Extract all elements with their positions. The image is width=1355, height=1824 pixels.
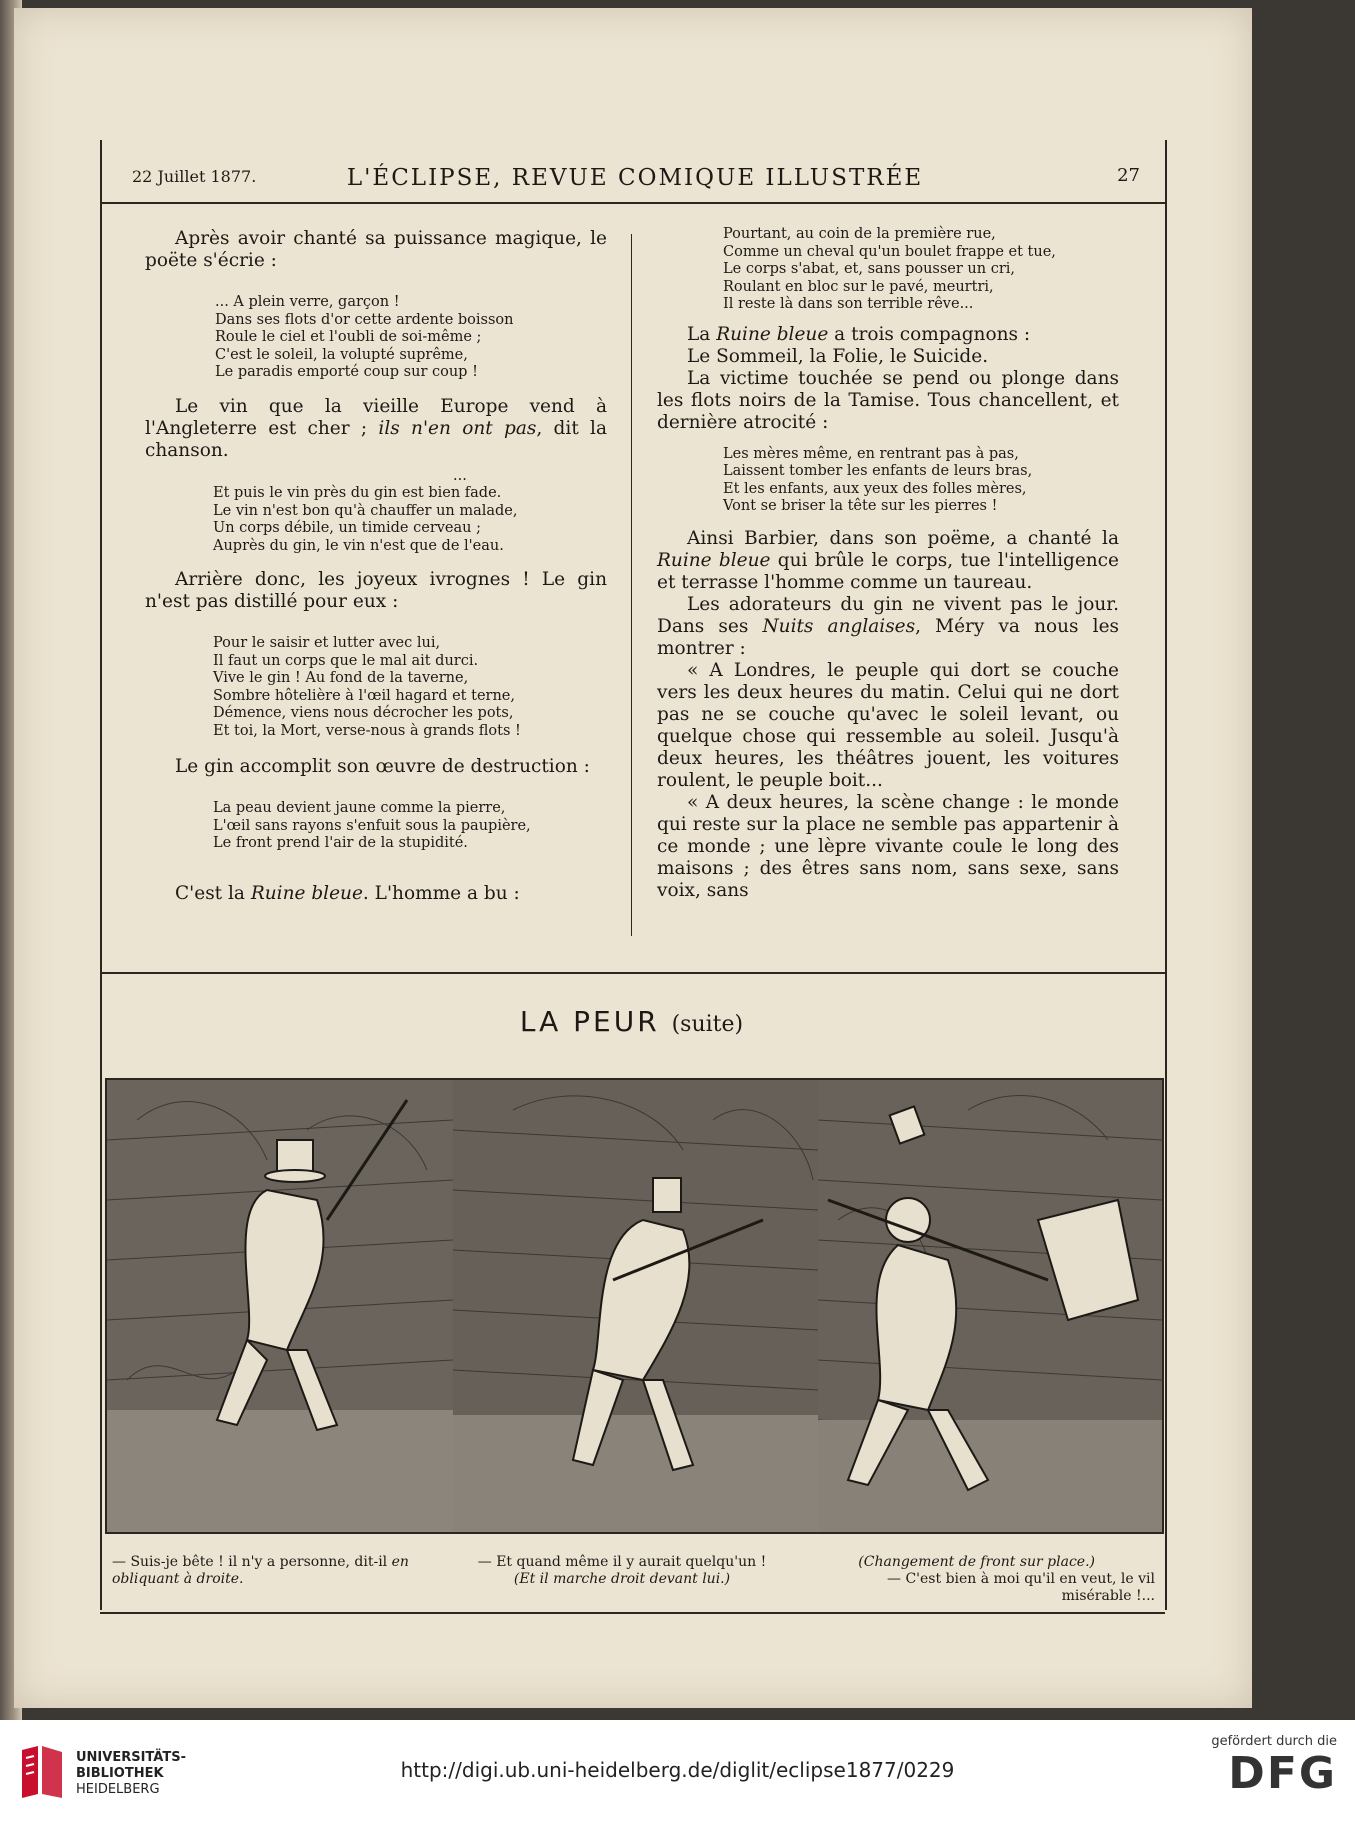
verse-line: Laissent tomber les enfants de leurs bras,	[723, 463, 1033, 479]
digitization-footer	[0, 1720, 1355, 1824]
issue-date: 22 Juillet 1877.	[132, 167, 257, 186]
verse-line: Le paradis emporté coup sur coup !	[215, 364, 478, 380]
verse-line: Le front prend l'air de la stupidité.	[213, 835, 468, 851]
section-rule	[100, 972, 1165, 974]
illustration-title-text: LA PEUR	[519, 1005, 660, 1038]
verse-block	[215, 294, 607, 382]
paragraph: La Ruine bleue a trois compagnons :	[687, 323, 1031, 345]
verse-line: Et les enfants, aux yeux des folles mères,	[723, 480, 1027, 497]
paragraph: C'est la Ruine bleue. L'homme a bu :	[175, 882, 520, 904]
verse-line: Comme un cheval qu'un boulet frappe et tue,	[723, 243, 1056, 260]
paragraph: Le Sommeil, la Folie, le Suicide.	[687, 345, 989, 367]
running-header	[130, 165, 1140, 195]
paragraph: Arrière donc, les joyeux ivrognes ! Le gin n'est pas distillé pour eux :	[145, 569, 607, 612]
cartoon-strip	[105, 1078, 1164, 1534]
verse-line: Pourtant, au coin de la première rue,	[723, 226, 996, 242]
verse-line: Les mères même, en rentrant pas à pas,	[723, 445, 1019, 462]
left-column	[145, 228, 607, 905]
dfg-funding-logo: gefördert durch die DFG	[1197, 1734, 1337, 1814]
cartoon-image-marching-man	[453, 1080, 818, 1532]
page-number: 27	[1117, 165, 1140, 186]
caption-2: — Et quand même il y aurait quelqu'un ! (Et il marche droit devant lui.)	[477, 1554, 767, 1587]
library-name: UNIVERSITÄTS- BIBLIOTHEK HEIDELBERG	[76, 1750, 186, 1797]
paragraph: Ainsi Barbier, dans son poëme, a chanté la Ruine bleue qui brûle le corps, tue l'intelligence et terrasse l'homme comme un taureau.	[657, 527, 1119, 593]
verse-line: Il reste là dans son terrible rêve...	[723, 296, 974, 312]
cartoon-panel-2	[453, 1080, 820, 1532]
verse-line: Démence, viens nous décrocher les pots,	[213, 705, 514, 721]
verse-block	[213, 800, 607, 853]
verse-line: ... A plein verre, garçon !	[215, 294, 400, 310]
verse-line: Vont se briser la tête sur les pierres !	[723, 498, 998, 514]
verse-line: La peau devient jaune comme la pierre,	[213, 800, 506, 816]
bottom-rule	[100, 1612, 1165, 1614]
paragraph: Les adorateurs du gin ne vivent pas le jour. Dans ses Nuits anglaises, Méry va nous les montrer :	[657, 593, 1120, 659]
verse-line: Il faut un corps que le mal ait durci.	[213, 652, 479, 669]
right-column	[657, 226, 1119, 902]
verse-line: Le corps s'abat, et, sans pousser un cri,	[723, 261, 1016, 277]
verse-line: Et puis le vin près du gin est bien fade.	[213, 485, 502, 501]
verse-line: ...	[453, 467, 467, 484]
verse-line: Auprès du gin, le vin n'est que de l'eau.	[213, 537, 504, 554]
verse-line: Sombre hôtelière à l'œil hagard et terne,	[213, 687, 515, 704]
permalink-url[interactable]: http://digi.ub.uni-heidelberg.de/diglit/eclipse1877/0229	[400, 1758, 955, 1782]
verse-line: Roulant en bloc sur le pavé, meurtri,	[723, 278, 994, 295]
paragraph: La victime touchée se pend ou plonge dans les flots noirs de la Tamise. Tous chancellent, et dernière atrocité :	[657, 367, 1119, 433]
verse-block	[213, 635, 607, 740]
verse-line: Et toi, la Mort, verse-nous à grands flots !	[213, 722, 521, 739]
header-rule	[100, 202, 1165, 204]
verse-line: Pour le saisir et lutter avec lui,	[213, 635, 441, 651]
verse-line: Un corps débile, un timide cerveau ;	[213, 520, 481, 536]
cartoon-panel-3	[818, 1080, 1162, 1532]
paragraph: « A deux heures, la scène change : le monde qui reste sur la place ne semble pas appartenir à ce monde ; une lèpre vivante coule le long des maisons ; des êtres sans nom, sans sexe, sans voix, sans	[657, 791, 1119, 901]
paragraph: Le gin accomplit son œuvre de destruction :	[175, 756, 590, 777]
verse-line: L'œil sans rayons s'enfuit sous la paupière,	[213, 817, 531, 834]
verse-line: Vive le gin ! Au fond de la taverne,	[213, 670, 469, 686]
illustration-title	[100, 1005, 1163, 1038]
caption-1: — Suis-je bête ! il n'y a personne, dit-il en obliquant à droite.	[112, 1554, 409, 1587]
paragraph: « A Londres, le peuple qui dort se couche vers les deux heures du matin. Celui qui ne dort pas ne se couche qu'avec le soleil levant, ou quelque chose qui ressemble au soleil. Jusqu'à deux heures, les théâtres jouent, les voitures roulent, le peuple boit...	[657, 659, 1119, 791]
cartoon-image-frightened-man	[818, 1080, 1162, 1532]
verse-line: Le vin n'est bon qu'à chauffer un malade,	[213, 502, 518, 519]
verse-block	[723, 446, 1119, 516]
paragraph: Après avoir chanté sa puissance magique, le poëte s'écrie :	[145, 228, 607, 271]
paragraph: Le vin que la vieille Europe vend à l'Angleterre est cher ; ils n'en ont pas, dit la chanson.	[145, 395, 608, 461]
journal-title: L'ÉCLIPSE, REVUE COMIQUE ILLUSTRÉE	[346, 165, 924, 191]
dfg-logo-text: DFG	[1228, 1748, 1337, 1799]
cartoon-panel-1	[107, 1080, 455, 1532]
verse-line: C'est le soleil, la volupté suprême,	[215, 346, 468, 363]
caption-3: (Changement de front sur place.) — C'est bien à moi qu'il en veut, le vil misérable !...	[858, 1554, 1155, 1604]
illustration-subtitle: (suite)	[671, 1012, 744, 1037]
verse-block	[213, 468, 607, 556]
column-divider	[631, 234, 632, 936]
cartoon-image-walking-man	[107, 1080, 453, 1532]
verse-block	[723, 226, 1119, 314]
verse-line: Roule le ciel et l'oubli de soi-même ;	[215, 329, 482, 345]
verse-line: Dans ses flots d'or cette ardente boisson	[215, 311, 514, 328]
